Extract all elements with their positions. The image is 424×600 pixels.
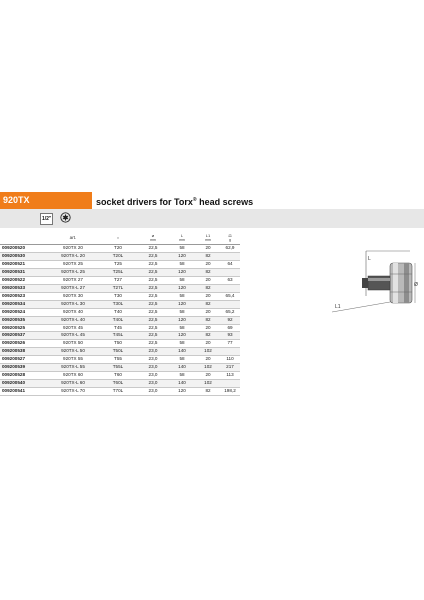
cell-art: 920TX-L 30 [48,300,98,308]
table-row [0,268,240,276]
header-size: ○ [98,231,138,245]
cell-code: 009200528 [0,372,48,380]
cell-l: 58 [168,372,196,380]
cell-code: 009200530 [0,252,48,260]
cell-l1: 20 [196,340,220,348]
cell-l1: 82 [196,332,220,340]
cell-g: 69 [220,324,240,332]
cell-g [220,380,240,388]
cell-art: 920TX 50 [48,340,98,348]
table-header-row [0,231,240,245]
cell-g [220,300,240,308]
cell-code: 009200539 [0,364,48,372]
table-row [0,364,240,372]
table-row [0,308,240,316]
cell-d: 22,5 [138,300,168,308]
cell-size: T25 [98,260,138,268]
cell-l1: 20 [196,292,220,300]
cell-l1: 20 [196,356,220,364]
cell-g [220,252,240,260]
cell-d: 22,5 [138,268,168,276]
table-row [0,348,240,356]
cell-l1: 82 [196,252,220,260]
cell-g [220,284,240,292]
cell-code: 009200521 [0,260,48,268]
header-code [0,231,48,245]
cell-d: 22,5 [138,260,168,268]
cell-size: T20 [98,245,138,253]
header-length-symbol: L [180,232,184,238]
cell-code: 009200533 [0,284,48,292]
cell-l1: 82 [196,268,220,276]
cell-l: 58 [168,324,196,332]
cell-d: 23,0 [138,348,168,356]
cell-l: 58 [168,340,196,348]
cell-code: 009200531 [0,268,48,276]
cell-l: 58 [168,308,196,316]
cell-art: 920TX-L 60 [48,380,98,388]
table-row [0,316,240,324]
cell-l1: 20 [196,372,220,380]
cell-art: 920TX 20 [48,245,98,253]
cell-code: 009200541 [0,388,48,396]
cell-g [220,268,240,276]
cell-size: T60L [98,380,138,388]
description-tail: head screws [199,197,254,207]
table-row [0,292,240,300]
table-row [0,356,240,364]
cell-art: 920TX 55 [48,356,98,364]
cell-art: 920TX-L 20 [48,252,98,260]
cell-d: 22,5 [138,340,168,348]
cell-art: 920TX 27 [48,276,98,284]
title-bar [0,192,424,209]
cell-code: 009200540 [0,380,48,388]
cell-code: 009200525 [0,324,48,332]
cell-code: 009200534 [0,300,48,308]
cell-l1: 20 [196,260,220,268]
cell-g: 92 [220,316,240,324]
cell-d: 22,5 [138,308,168,316]
cell-code: 009200520 [0,245,48,253]
cell-d: 22,5 [138,252,168,260]
cell-g: 65,4 [220,292,240,300]
table-row [0,252,240,260]
cell-d: 23,0 [138,364,168,372]
cell-l1: 102 [196,364,220,372]
header-length1-unit: mm [205,237,211,242]
cell-d: 23,0 [138,356,168,364]
table-row [0,284,240,292]
cell-g: 93 [220,332,240,340]
table-row [0,260,240,268]
cell-art: 920TX-L 25 [48,268,98,276]
cell-size: T30L [98,300,138,308]
cell-art: 920TX-L 40 [48,316,98,324]
torx-star-icon [60,212,71,223]
cell-code: 009200523 [0,292,48,300]
cell-art: 920TX 45 [48,324,98,332]
table-row [0,380,240,388]
header-weight-symbol: ⚖ [228,232,232,238]
product-code-label: 920TX [0,192,92,209]
table-row [0,372,240,380]
cell-art: 920TX-L 45 [48,332,98,340]
registered-mark: ® [192,197,197,203]
cell-l: 58 [168,356,196,364]
cell-art: 920TX 40 [48,308,98,316]
table-row [0,324,240,332]
cell-l1: 102 [196,348,220,356]
cell-l1: 82 [196,284,220,292]
cell-l1: 82 [196,388,220,396]
cell-l: 58 [168,292,196,300]
description-text: socket drivers for Torx [96,197,193,207]
cell-g: 198,2 [220,388,240,396]
cell-l: 140 [168,348,196,356]
cell-l: 58 [168,260,196,268]
cell-l1: 82 [196,316,220,324]
cell-size: T30 [98,292,138,300]
socket-driver-drawing-icon [300,248,418,314]
cell-size: T55 [98,356,138,364]
header-weight [220,231,240,245]
cell-l1: 20 [196,324,220,332]
table-row [0,340,240,348]
cell-l1: 82 [196,300,220,308]
cell-l1: 20 [196,245,220,253]
cell-l1: 102 [196,380,220,388]
cell-size: T70L [98,388,138,396]
header-art: art. [48,231,98,245]
cell-size: T40 [98,308,138,316]
cell-art: 920TX 60 [48,372,98,380]
cell-d: 23,0 [138,388,168,396]
cell-g: 62,9 [220,245,240,253]
cell-size: T27 [98,276,138,284]
cell-art: 920TX-L 70 [48,388,98,396]
cell-d: 22,5 [138,292,168,300]
cell-art: 920TX-L 55 [48,364,98,372]
cell-art: 920TX-L 27 [48,284,98,292]
cell-size: T45 [98,324,138,332]
cell-code: 009200535 [0,316,48,324]
cell-l1: 20 [196,308,220,316]
cell-l: 58 [168,276,196,284]
cell-g: 217 [220,364,240,372]
cell-code: 009200526 [0,340,48,348]
cell-size: T60 [98,372,138,380]
cell-art: 920TX-L 50 [48,348,98,356]
cell-l: 120 [168,300,196,308]
cell-g: 65,2 [220,308,240,316]
cell-d: 22,5 [138,332,168,340]
cell-size: T45L [98,332,138,340]
cell-d: 23,0 [138,380,168,388]
table-row [0,276,240,284]
cell-g: 110 [220,356,240,364]
cell-l: 140 [168,380,196,388]
cell-code: 009200522 [0,276,48,284]
header-diameter-symbol: ⌀ [151,232,155,238]
header-length1 [196,231,220,245]
figure-label-diameter: Ø [414,282,418,288]
cell-d: 23,0 [138,372,168,380]
cell-d: 22,5 [138,324,168,332]
table-row [0,332,240,340]
cell-g: 77 [220,340,240,348]
table-row [0,388,240,396]
cell-code: 009200527 [0,356,48,364]
header-length1-symbol: L1 [205,232,211,238]
cell-size: T25L [98,268,138,276]
cell-l: 120 [168,284,196,292]
drive-size-badge: 1/2" [40,213,53,225]
cell-code: 009200537 [0,332,48,340]
cell-code: 009200524 [0,308,48,316]
header-length [168,231,196,245]
cell-size: T50L [98,348,138,356]
cell-d: 22,5 [138,316,168,324]
cell-d: 22,5 [138,276,168,284]
product-table [0,231,240,396]
cell-size: T40L [98,316,138,324]
cell-d: 22,5 [138,284,168,292]
cell-l: 140 [168,364,196,372]
cell-d: 22,5 [138,245,168,253]
cell-g: 63 [220,276,240,284]
header-weight-unit: g [229,237,231,242]
cell-l: 120 [168,252,196,260]
cell-art: 920TX 30 [48,292,98,300]
cell-g: 64 [220,260,240,268]
cell-l: 120 [168,268,196,276]
table-row [0,245,240,253]
cell-l1: 20 [196,276,220,284]
cell-l: 120 [168,316,196,324]
cell-l: 120 [168,332,196,340]
table-row [0,300,240,308]
cell-l: 120 [168,388,196,396]
cell-size: T50 [98,340,138,348]
cell-l: 58 [168,245,196,253]
cell-size: T55L [98,364,138,372]
cell-code: 009200538 [0,348,48,356]
header-length-unit: mm [179,237,185,242]
figure-label-l1: L1 [335,304,341,310]
cell-size: T20L [98,252,138,260]
cell-art: 920TX 25 [48,260,98,268]
header-diameter-unit: mm [150,237,156,242]
figure-label-l: L [368,256,371,262]
cell-size: T27L [98,284,138,292]
header-diameter [138,231,168,245]
cell-g: 113 [220,372,240,380]
cell-g [220,348,240,356]
